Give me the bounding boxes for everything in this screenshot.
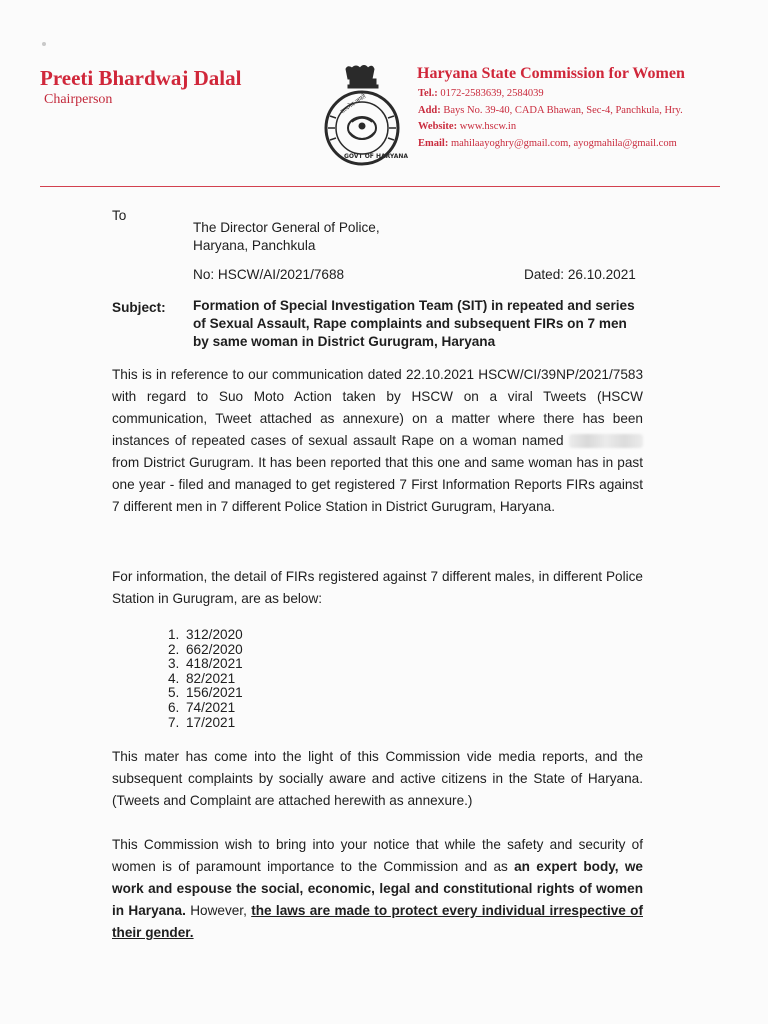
paragraph-reference-part2: from District Gurugram. It has been reported that this one and same woman has in past one year - filed and managed to get registered 7 First Information Reports FIRs against 7 different men in 7 different Police Station in District Gurugram, Haryana.: [112, 455, 643, 514]
paragraph-commission-bold: an expert body, we work and espouse the social, economic, legal and constitutional rights of women in Haryana.: [112, 859, 643, 918]
list-item: 5. 156/2021: [168, 685, 243, 701]
contact-address: [418, 105, 683, 116]
emblem-caption: GOVT OF HARYANA: [344, 153, 408, 160]
tel-label: Tel.:: [418, 88, 438, 99]
contact-telephone: [418, 88, 544, 99]
reference-number: No: HSCW/AI/2021/7688: [193, 267, 345, 282]
paragraph-commission-part1: This Commission wish to bring into your notice that while the safety and security of women is of paramount importance to the Commission and as: [112, 837, 643, 874]
list-item: 6. 74/2021: [168, 699, 236, 715]
contact-email: [418, 138, 677, 149]
website-link[interactable]: www.hscw.in: [459, 121, 517, 132]
paragraph-commission-part3: However,: [190, 903, 247, 918]
list-item: 4. 82/2021: [168, 670, 236, 686]
paragraph-commission-underlined: the laws are made to protect every individual irrespective of their gender.: [112, 903, 643, 940]
paragraph-fir-intro: For information, the detail of FIRs registered against 7 different males, in different Police Station in Gurugram, are as below:: [112, 569, 643, 606]
to-label: To: [112, 208, 127, 223]
haryana-emblem-icon: [316, 62, 408, 166]
chairperson-title: Chairperson: [44, 92, 113, 107]
subject-label: Subject:: [112, 300, 166, 315]
email-label: Email:: [418, 138, 449, 149]
letterhead-divider: [40, 186, 720, 187]
addressee-line-2: Haryana, Panchkula: [193, 238, 316, 253]
chairperson-name: Preeti Bhardwaj Dalal: [40, 66, 242, 90]
contact-website: [418, 121, 516, 132]
paragraph-reference: [112, 364, 643, 518]
website-label: Website:: [418, 121, 458, 132]
address-value: Bays No. 39-40, CADA Bhawan, Sec-4, Panchkula, Hry.: [443, 105, 683, 116]
letter-date: Dated: 26.10.2021: [524, 267, 636, 282]
list-item: 3. 418/2021: [168, 656, 243, 672]
tel-value: 0172-2583639, 2584039: [440, 88, 544, 99]
address-label: Add:: [418, 105, 441, 116]
list-item: 2. 662/2020: [168, 641, 243, 657]
paragraph-commission: [112, 834, 643, 944]
paragraph-reference-part1: This is in reference to our communication dated 22.10.2021 HSCW/CI/39NP/2021/7583 with regard to Suo Moto Action taken by HSCW on a viral Tweets (HSCW communication, Tweet attached as annexure) on a matter where there has been instances of repeated cases of sexual assault Rape on a woman named: [112, 367, 643, 448]
subject-text: Formation of Special Investigation Team (SIT) in repeated and series of Sexual Assault, Rape complaints and subsequent FIRs on 7 men by same woman in District Gurugram, Haryana: [193, 298, 635, 349]
redacted-name: [569, 434, 643, 448]
addressee-block: [193, 219, 380, 255]
organization-name: Haryana State Commission for Women: [417, 65, 685, 82]
list-item: 1. 312/2020: [168, 627, 243, 642]
scan-speck: [42, 42, 46, 46]
paragraph-media: This mater has come into the light of this Commission vide media reports, and the subsequent complaints by socially aware and active citizens in the State of Haryana. (Tweets and Complaint are attached herewith as annexure.): [112, 749, 643, 808]
emblem-motto: सत्यमेव जयते: [339, 93, 368, 116]
fir-list: [168, 628, 243, 730]
addressee-line-1: The Director General of Police,: [193, 220, 380, 235]
email-link[interactable]: mahilaayoghry@gmail.com, ayogmahila@gmail.com: [450, 138, 677, 149]
list-item: 7. 17/2021: [168, 714, 236, 730]
